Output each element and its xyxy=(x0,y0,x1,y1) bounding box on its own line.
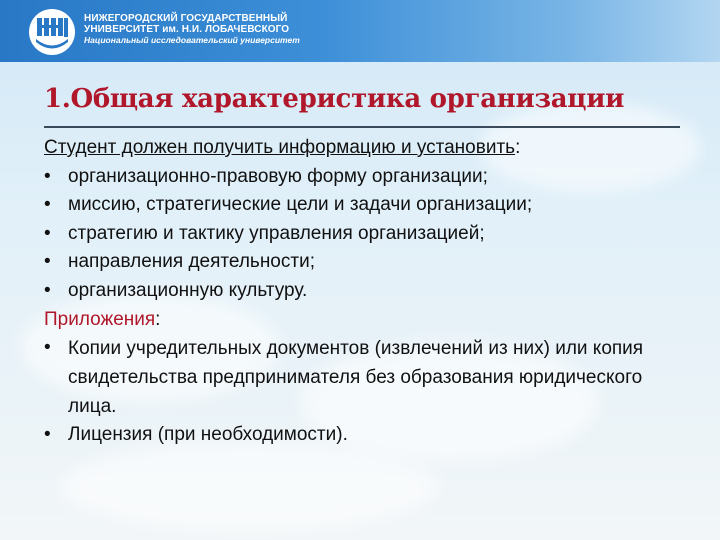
list-item xyxy=(44,163,684,192)
bullet: • xyxy=(44,251,51,273)
slide-body xyxy=(44,134,684,450)
appendix-item-text: Копии учредительных документов (извлечений из них) или копия свидетельства предпринимателя без образования юридического лица. xyxy=(68,338,644,418)
university-name xyxy=(84,13,300,46)
slide-title: 1.Общая характеристика организации xyxy=(44,84,625,114)
appendix-label: Приложения xyxy=(44,308,156,330)
appendix-item-text: Лицензия (при необходимости). xyxy=(68,424,348,446)
bullet: • xyxy=(44,337,51,359)
university-logo-icon xyxy=(28,8,76,56)
university-subtitle: Национальный исследовательский университет xyxy=(84,35,300,45)
list-item xyxy=(44,191,684,220)
appendix-item xyxy=(44,334,684,421)
list-item-text: миссию, стратегические цели и задачи организации; xyxy=(68,194,533,216)
appendix-item xyxy=(44,421,684,450)
bullet: • xyxy=(44,194,51,216)
university-name-line2: УНИВЕРСИТЕТ им. Н.И. ЛОБАЧЕВСКОГО xyxy=(84,24,290,35)
bullet: • xyxy=(44,165,51,187)
title-divider xyxy=(44,126,680,128)
intro-text: Студент должен получить информацию и установить xyxy=(44,137,516,158)
intro-colon: : xyxy=(515,137,521,158)
bullet: • xyxy=(44,222,51,244)
list-item-text: организационную культуру. xyxy=(68,279,308,301)
bullet: • xyxy=(44,424,51,446)
header-bar xyxy=(0,0,720,62)
list-item-text: стратегию и тактику управления организацией; xyxy=(68,222,485,244)
list-item xyxy=(44,248,684,277)
bullet: • xyxy=(44,279,51,301)
appendix-heading xyxy=(44,306,684,335)
list-item xyxy=(44,220,684,249)
intro-line xyxy=(44,134,684,163)
cloud-decoration xyxy=(60,442,440,532)
list-item-text: организационно-правовую форму организации; xyxy=(68,165,488,187)
appendix-colon: : xyxy=(155,308,161,330)
list-item-text: направления деятельности; xyxy=(68,251,315,273)
university-name-line1: НИЖЕГОРОДСКИЙ ГОСУДАРСТВЕННЫЙ xyxy=(84,13,288,24)
list-item xyxy=(44,277,684,306)
